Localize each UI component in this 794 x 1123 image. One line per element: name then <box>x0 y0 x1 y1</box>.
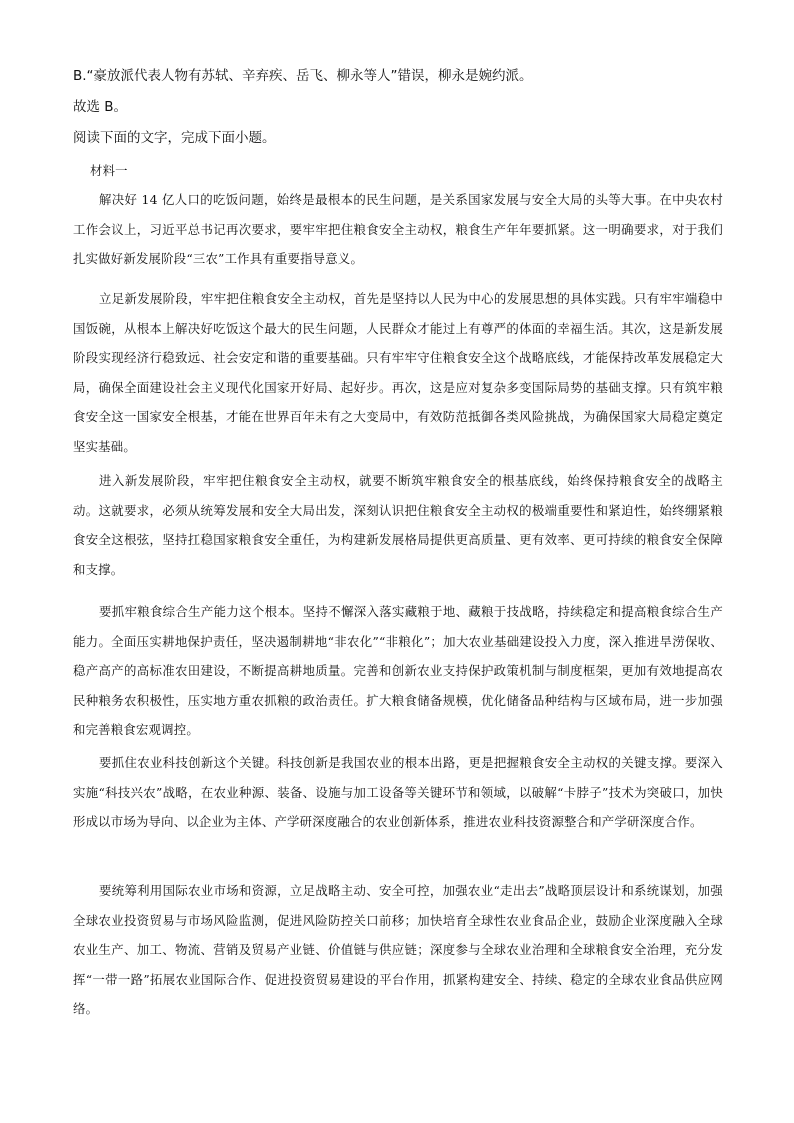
paragraph-1: 解决好 14 亿人口的吃饭问题，始终是最根本的民生问题，是关系国家发展与安全大局的头等大事。在中央农村工作会议上，习近平总书记再次要求，要牢牢把住粮食安全主动权，粮食生产年年要抓紧。这一明确要求，对于我们扎实做好新发展阶段“三农”工作具有重要指导意义。 <box>73 192 723 266</box>
answer-choice: 故选 B。 <box>73 99 128 115</box>
material-title: 材料一 <box>90 163 128 178</box>
answer-note: B.“豪放派代表人物有苏轼、辛弃疾、岳飞、柳永等人”错误，柳永是婉约派。 <box>73 68 533 84</box>
paragraph-2: 立足新发展阶段，牢牢把住粮食安全主动权，首先是坚持以人民为中心的发展思想的具体实践。只有牢牢端稳中国饭碗，从根本上解决好吃饭这个最大的民生问题，人民群众才能过上有尊严的体面的幸福生活。其次，这是新发展阶段实现经济行稳致远、社会安定和谐的重要基础。只有牢牢守住粮食安全这个战略底线，才能保持改革发展稳定大局，确保全面建设社会主义现代化国家开好局、起好步。再次，这是应对复杂多变国际局势的基础支撑。只有筑牢粮食安全这一国家安全根基，才能在世界百年未有之大变局中，有效防范抵御各类风险挑战，为确保国家大局稳定奠定坚实基础。 <box>73 291 723 454</box>
paragraph-3: 进入新发展阶段，牢牢把住粮食安全主动权，就要不断筑牢粮食安全的根基底线，始终保持粮食安全的战略主动。这就要求，必须从统筹发展和安全大局出发，深刻认识把住粮食安全主动权的极端重要性和紧迫性，始终绷紧粮食安全这根弦，坚持扛稳国家粮食安全重任，为构建新发展格局提供更高质量、更有效率、更可持续的粮食安全保障和支撑。 <box>73 473 723 577</box>
paragraph-4: 要抓牢粮食综合生产能力这个根本。坚持不懈深入落实藏粮于地、藏粮于技战略，持续稳定和提高粮食综合生产能力。全面压实耕地保护责任，坚决遏制耕地“非农化”“非粮化”；加大农业基础建设投入力度，深入推进旱涝保收、稳产高产的高标准农田建设，不断提高耕地质量。完善和创新农业支持保护政策机制与制度框架，更加有效地提高农民种粮务农积极性，压实地方重农抓粮的政治责任。扩大粮食储备规模，优化储备品种结构与区域布局，进一步加强和完善粮食宏观调控。 <box>73 604 723 737</box>
paragraph-6: 要统筹利用国际农业市场和资源，立足战略主动、安全可控，加强农业“走出去”战略顶层设计和系统谋划，加强全球农业投资贸易与市场风险监测，促进风险防控关口前移；加快培育全球性农业食品企业，鼓励企业深度融入全球农业生产、加工、物流、营销及贸易产业链、价值链与供应链；深度参与全球农业治理和全球粮食安全治理，充分发挥“一带一路”拓展农业国际合作、促进投资贸易建设的平台作用，抓紧构建安全、持续、稳定的全球农业食品供应网络。 <box>73 883 723 1016</box>
paragraph-5: 要抓住农业科技创新这个关键。科技创新是我国农业的根本出路，更是把握粮食安全主动权的关键支撑。要深入实施“科技兴农”战略，在农业种源、装备、设施与加工设备等关键环节和领域，以破解“卡脖子”技术为突破口，加快形成以市场为导向、以企业为主体、产学研深度融合的农业创新体系，推进农业科技资源整合和产学研深度合作。 <box>73 755 723 829</box>
reading-instruction: 阅读下面的文字，完成下面小题。 <box>73 130 276 146</box>
